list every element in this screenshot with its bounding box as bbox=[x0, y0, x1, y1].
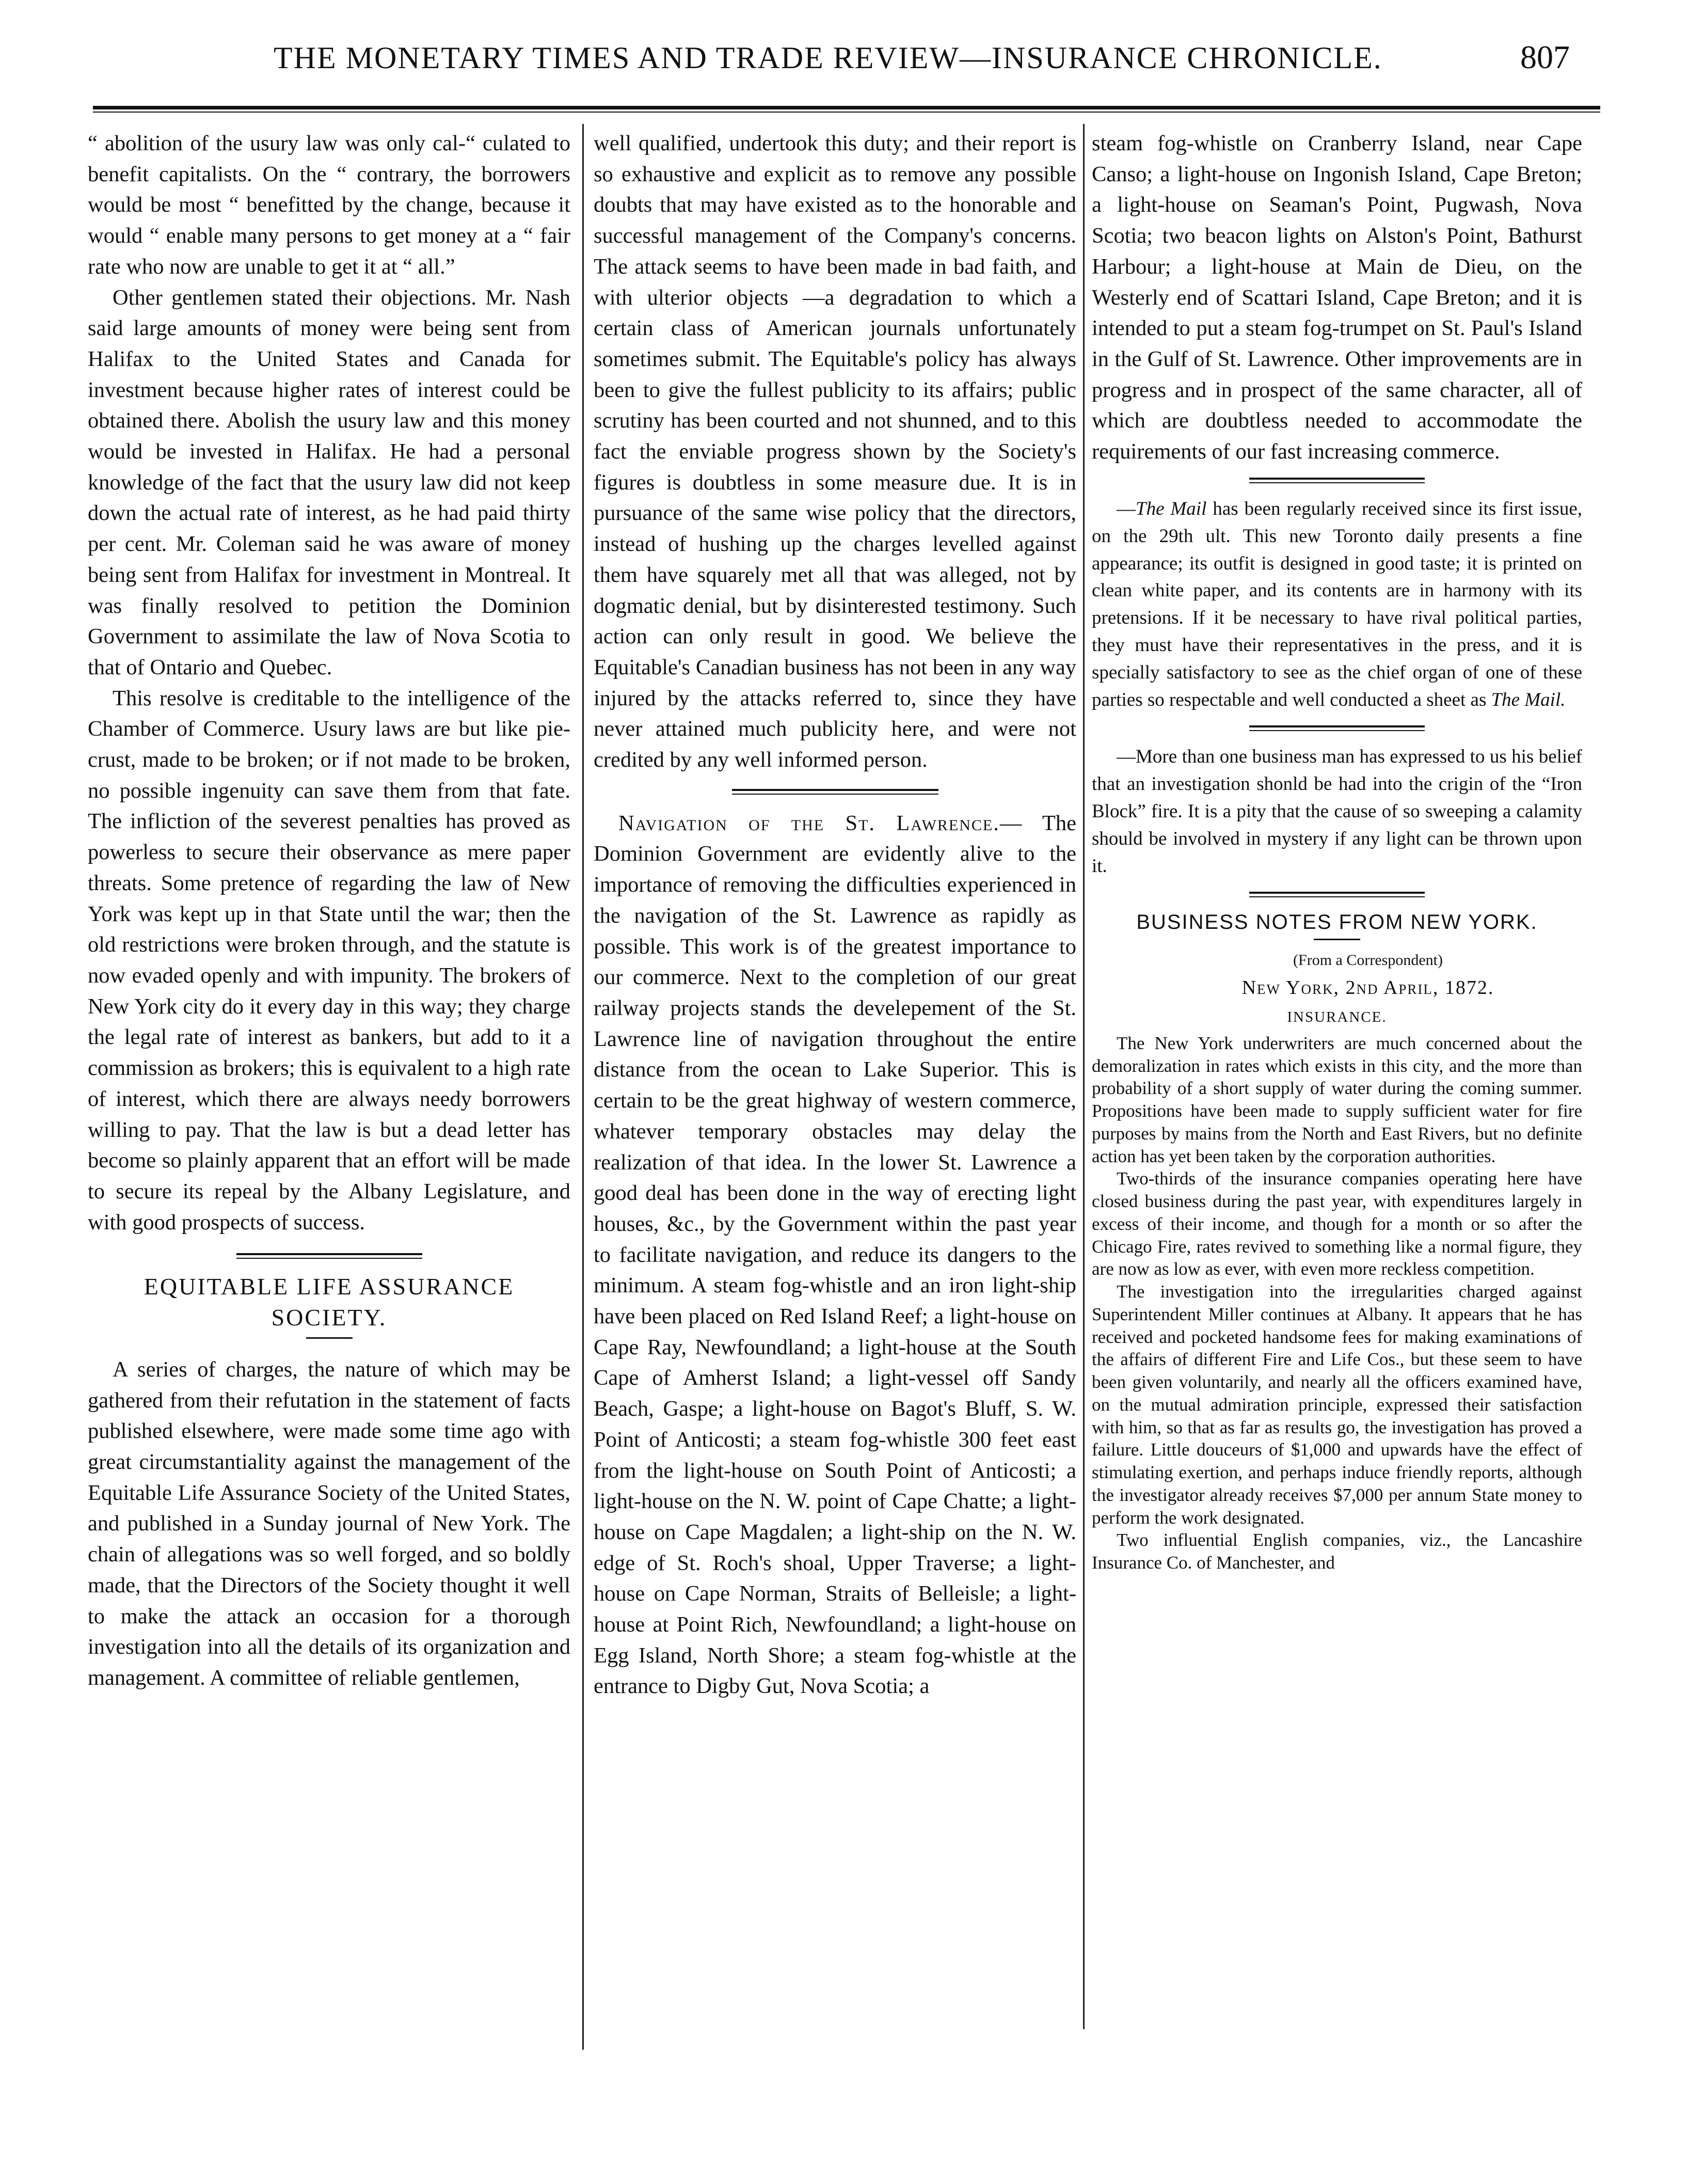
column-1 bbox=[88, 128, 570, 1694]
equitable-continued-paragraph: well qualified, undertook this duty; and their report is so exhaustive and explicit as to remove any possible doubts that may have existed as to the honorable and successful management of the Company's concerns. The attack seems to have been made in bad faith, and with ulterior objects —a degradation to which a certain class of American journals unfortunately sometimes submit. The Equitable's policy has always been to give the fullest publicity to its affairs; public scrutiny has been courted and not shunned, and to this fact the enviable progress shown by the Society's figures is doubtless in some measure due. It is in pursuance of the same wise policy that the directors, instead of hushing up the charges levelled against them have squarely met all that was alleged, not by dogmatic denial, but by disinterested testimony. Such action can only result in good. We believe the Equitable's Canadian business has not been in any way injured by the attacks referred to, since they have never attained much publicity here, and were not credited by any well informed person. bbox=[594, 131, 1076, 772]
equitable-paragraph: A series of charges, the nature of which may be gathered from their refutation in the statement of facts published elsewhere, were made some time ago with great circumstantiality against the management of the Equitable Life Assurance Society of the United States, and published in a Sunday journal of New York. The chain of allegations was so well forged, and so boldly made, that the Directors of the Society thought it well to make the attack an occasion for a thorough investigation into all the details of its organization and management. A committee of reliable gentlemen, bbox=[88, 1357, 570, 1690]
section-separator bbox=[1249, 725, 1425, 731]
navigation-heading: Navigation of the St. Lawrence.— bbox=[618, 811, 1023, 835]
navigation-paragraph bbox=[594, 808, 1076, 1702]
running-title: THE MONETARY TIMES AND TRADE REVIEW—INSURANCE CHRONICLE. bbox=[274, 41, 1382, 75]
heading-underline bbox=[306, 1337, 353, 1339]
header-rule-thin bbox=[93, 112, 1600, 113]
mail-title-end: The Mail. bbox=[1491, 689, 1566, 711]
equitable-heading-line1: EQUITABLE LIFE ASSURANCE bbox=[144, 1273, 515, 1300]
section-separator bbox=[732, 789, 938, 795]
page-number: 807 bbox=[1520, 39, 1570, 75]
business-notes-heading: BUSINESS NOTES FROM NEW YORK. bbox=[1136, 910, 1538, 933]
column-divider-2 bbox=[1083, 124, 1085, 2029]
section-separator bbox=[1249, 892, 1425, 897]
insurance-paragraph-3: The investigation into the irregularities charged against Superintendent Miller continues at Albany. It appears that he has received and pocketed handsome fees for making examinations of the affairs of different Fire and Life Cos., but these seem to have been given voluntarily, and nearly all the officers examined have, on the mutual admiration principle, expressed their satisfaction with him, so that as far as results go, the investigation has proved a failure. Little douceurs of $1,000 and upwards have the effect of stimulating exertion, and perhaps induce friendly reports, although the investigator already receives $7,000 per annum State money to perform the work designated. bbox=[1092, 1281, 1582, 1528]
dateline: New York, 2nd April, 1872. bbox=[1241, 976, 1494, 999]
insurance-paragraph-4: Two influential English companies, viz., the Lancashire Insurance Co. of Manchester, and bbox=[1092, 1530, 1582, 1573]
navigation-continued-paragraph: steam fog-whistle on Cranberry Island, near Cape Canso; a light-house on Ingonish Island, Cape Breton; a light-house on Seaman's Point, Pugwash, Nova Scotia; two beacon lights on Alston's Point, Bathurst Harbour; a light-house at Main de Dieu, on the Westerly end of Scattari Island, Cape Breton; and it is intended to put a steam fog-trumpet on St. Paul's Island in the Gulf of St. Lawrence. Other improvements are in progress and in prospect of the same character, all of which are doubtless needed to accommodate the requirements of our fast increasing commerce. bbox=[1092, 131, 1582, 464]
column-2 bbox=[594, 128, 1076, 1702]
section-separator bbox=[236, 1253, 422, 1259]
section-separator bbox=[1249, 478, 1425, 483]
column-divider-1 bbox=[582, 124, 584, 2050]
resolve-paragraph: This resolve is creditable to the intelligence of the Chamber of Commerce. Usury laws are but like pie-crust, made to be broken; or if not made to be broken, no possible ingenuity can save them from that fate. The infliction of the severest penalties has proved as powerless to secure their observance as mere paper threats. Some pretence of regarding the law of New York was kept up in that State until the war; then the old restrictions were broken through, and the statute is now evaded openly and with impunity. The brokers of New York city do it every day in this way; they charge the legal rate of interest as bankers, but add to it a commission as brokers; this is equivalent to a high rate of interest, which there are always needy borrowers willing to pay. That the law is but a dead letter has become so plainly apparent that an effort will be made to secure its repeal by the Albany Legislature, and with good prospects of success. bbox=[88, 686, 570, 1235]
mail-dash: — bbox=[1117, 498, 1136, 519]
equitable-heading-line2: SOCIETY. bbox=[271, 1304, 387, 1331]
heading-underline bbox=[1314, 939, 1360, 940]
column-3 bbox=[1092, 128, 1582, 1574]
page-header bbox=[0, 31, 1704, 88]
insurance-label: INSURANCE. bbox=[1287, 1009, 1387, 1026]
mail-text: has been regularly received since its first issue, on the 29th ult. This new Toronto daily presents a fine appearance; its outfit is designed in good taste; it is printed on clean white paper, and its contents are in harmony with its pretensions. If it be necessary to have rival political parties, they must have their representatives in the press, and it is specially satisfactory to see as the chief organ of one of these parties so respectable and well conducted a sheet as bbox=[1092, 498, 1582, 711]
header-rule bbox=[93, 106, 1600, 109]
equitable-heading bbox=[88, 1271, 570, 1333]
insurance-paragraph-1: The New York underwriters are much concerned about the demoralization in rates which exists in this city, and the more than probability of a short supply of water during the coming summer. Propositions have been made to supply sufficient water for fire purposes by mains from the North and East Rivers, but no definite action has yet been taken by the corporation authorities. bbox=[1092, 1033, 1582, 1166]
insurance-paragraph-2: Two-thirds of the insurance companies operating here have closed business during the past year, with expenditures largely in excess of their income, and though for a month or so after the Chicago Fire, rates revived to something like a normal figure, they are now as low as ever, with even more reckless competition. bbox=[1092, 1168, 1582, 1279]
mail-title: The Mail bbox=[1136, 498, 1207, 519]
objections-paragraph: Other gentlemen stated their objections. Mr. Nash said large amounts of money were being sent from Halifax to the United States and Canada for investment because higher rates of interest could be obtained there. Abolish the usury law and this money would be invested in Halifax. He had a personal knowledge of the fact that the usury law did not keep down the actual rate of interest, as he had paid thirty per cent. Mr. Coleman said he was aware of money being sent from Halifax for investment in Montreal. It was finally resolved to petition the Dominion Government to assimilate the law of Nova Scotia to that of Ontario and Quebec. bbox=[88, 285, 570, 679]
correspondent-note: (From a Correspondent) bbox=[1293, 951, 1443, 969]
iron-block-paragraph: —More than one business man has expressed to us his belief that an investigation shonld be had into the crigin of the “Iron Block” fire. It is a pity that the cause of so sweeping a calamity should be involved in mystery if any light can be thrown upon it. bbox=[1092, 746, 1582, 877]
mail-paragraph bbox=[1092, 496, 1582, 714]
navigation-text: The Dominion Government are evidently alive to the importance of removing the difficulties experienced in the navigation of the St. Lawrence as rapidly as possible. This work is of the greatest importance to our commerce. Next to the completion of our great railway projects stands the develepement of the St. Lawrence line of navigation throughout the entire distance from the ocean to Lake Superior. This is certain to be the great highway of western commerce, whatever temporary obstacles may delay the realization of that idea. In the lower St. Lawrence a good deal has been done in the way of erecting light houses, &c., by the Government within the past year to facilitate navigation, and reduce its dangers to the minimum. A steam fog-whistle and an iron light-ship have been placed on Red Island Reef; a light-house on Cape Ray, Newfoundland; a light-house at the South Cape of Amherst Island; a light-vessel off Sandy Beach, Gaspe; a light-house on Bagot's Bluff, S. W. Point of Anticosti; a steam fog-whistle 300 feet east from the light-house on South Point of Anticosti; a light-house on the N. W. point of Cape Chatte; a light-house on Cape Magdalen; a light-ship on the N. W. edge of St. Roch's shoal, Upper Traverse; a light-house on Cape Norman, Straits of Belleisle; a light-house at Point Rich, Newfoundland; a light-house on Egg Island, North Shore; a steam fog-whistle at the entrance to Digby Gut, Nova Scotia; a bbox=[594, 811, 1076, 1699]
usury-quote-paragraph: “ abolition of the usury law was only cal-“ culated to benefit capitalists. On the “ contrary, the borrowers would be most “ benefitted by the change, because it would “ enable many persons to get money at a “ fair rate who now are unable to get it at “ all.” bbox=[88, 131, 570, 279]
